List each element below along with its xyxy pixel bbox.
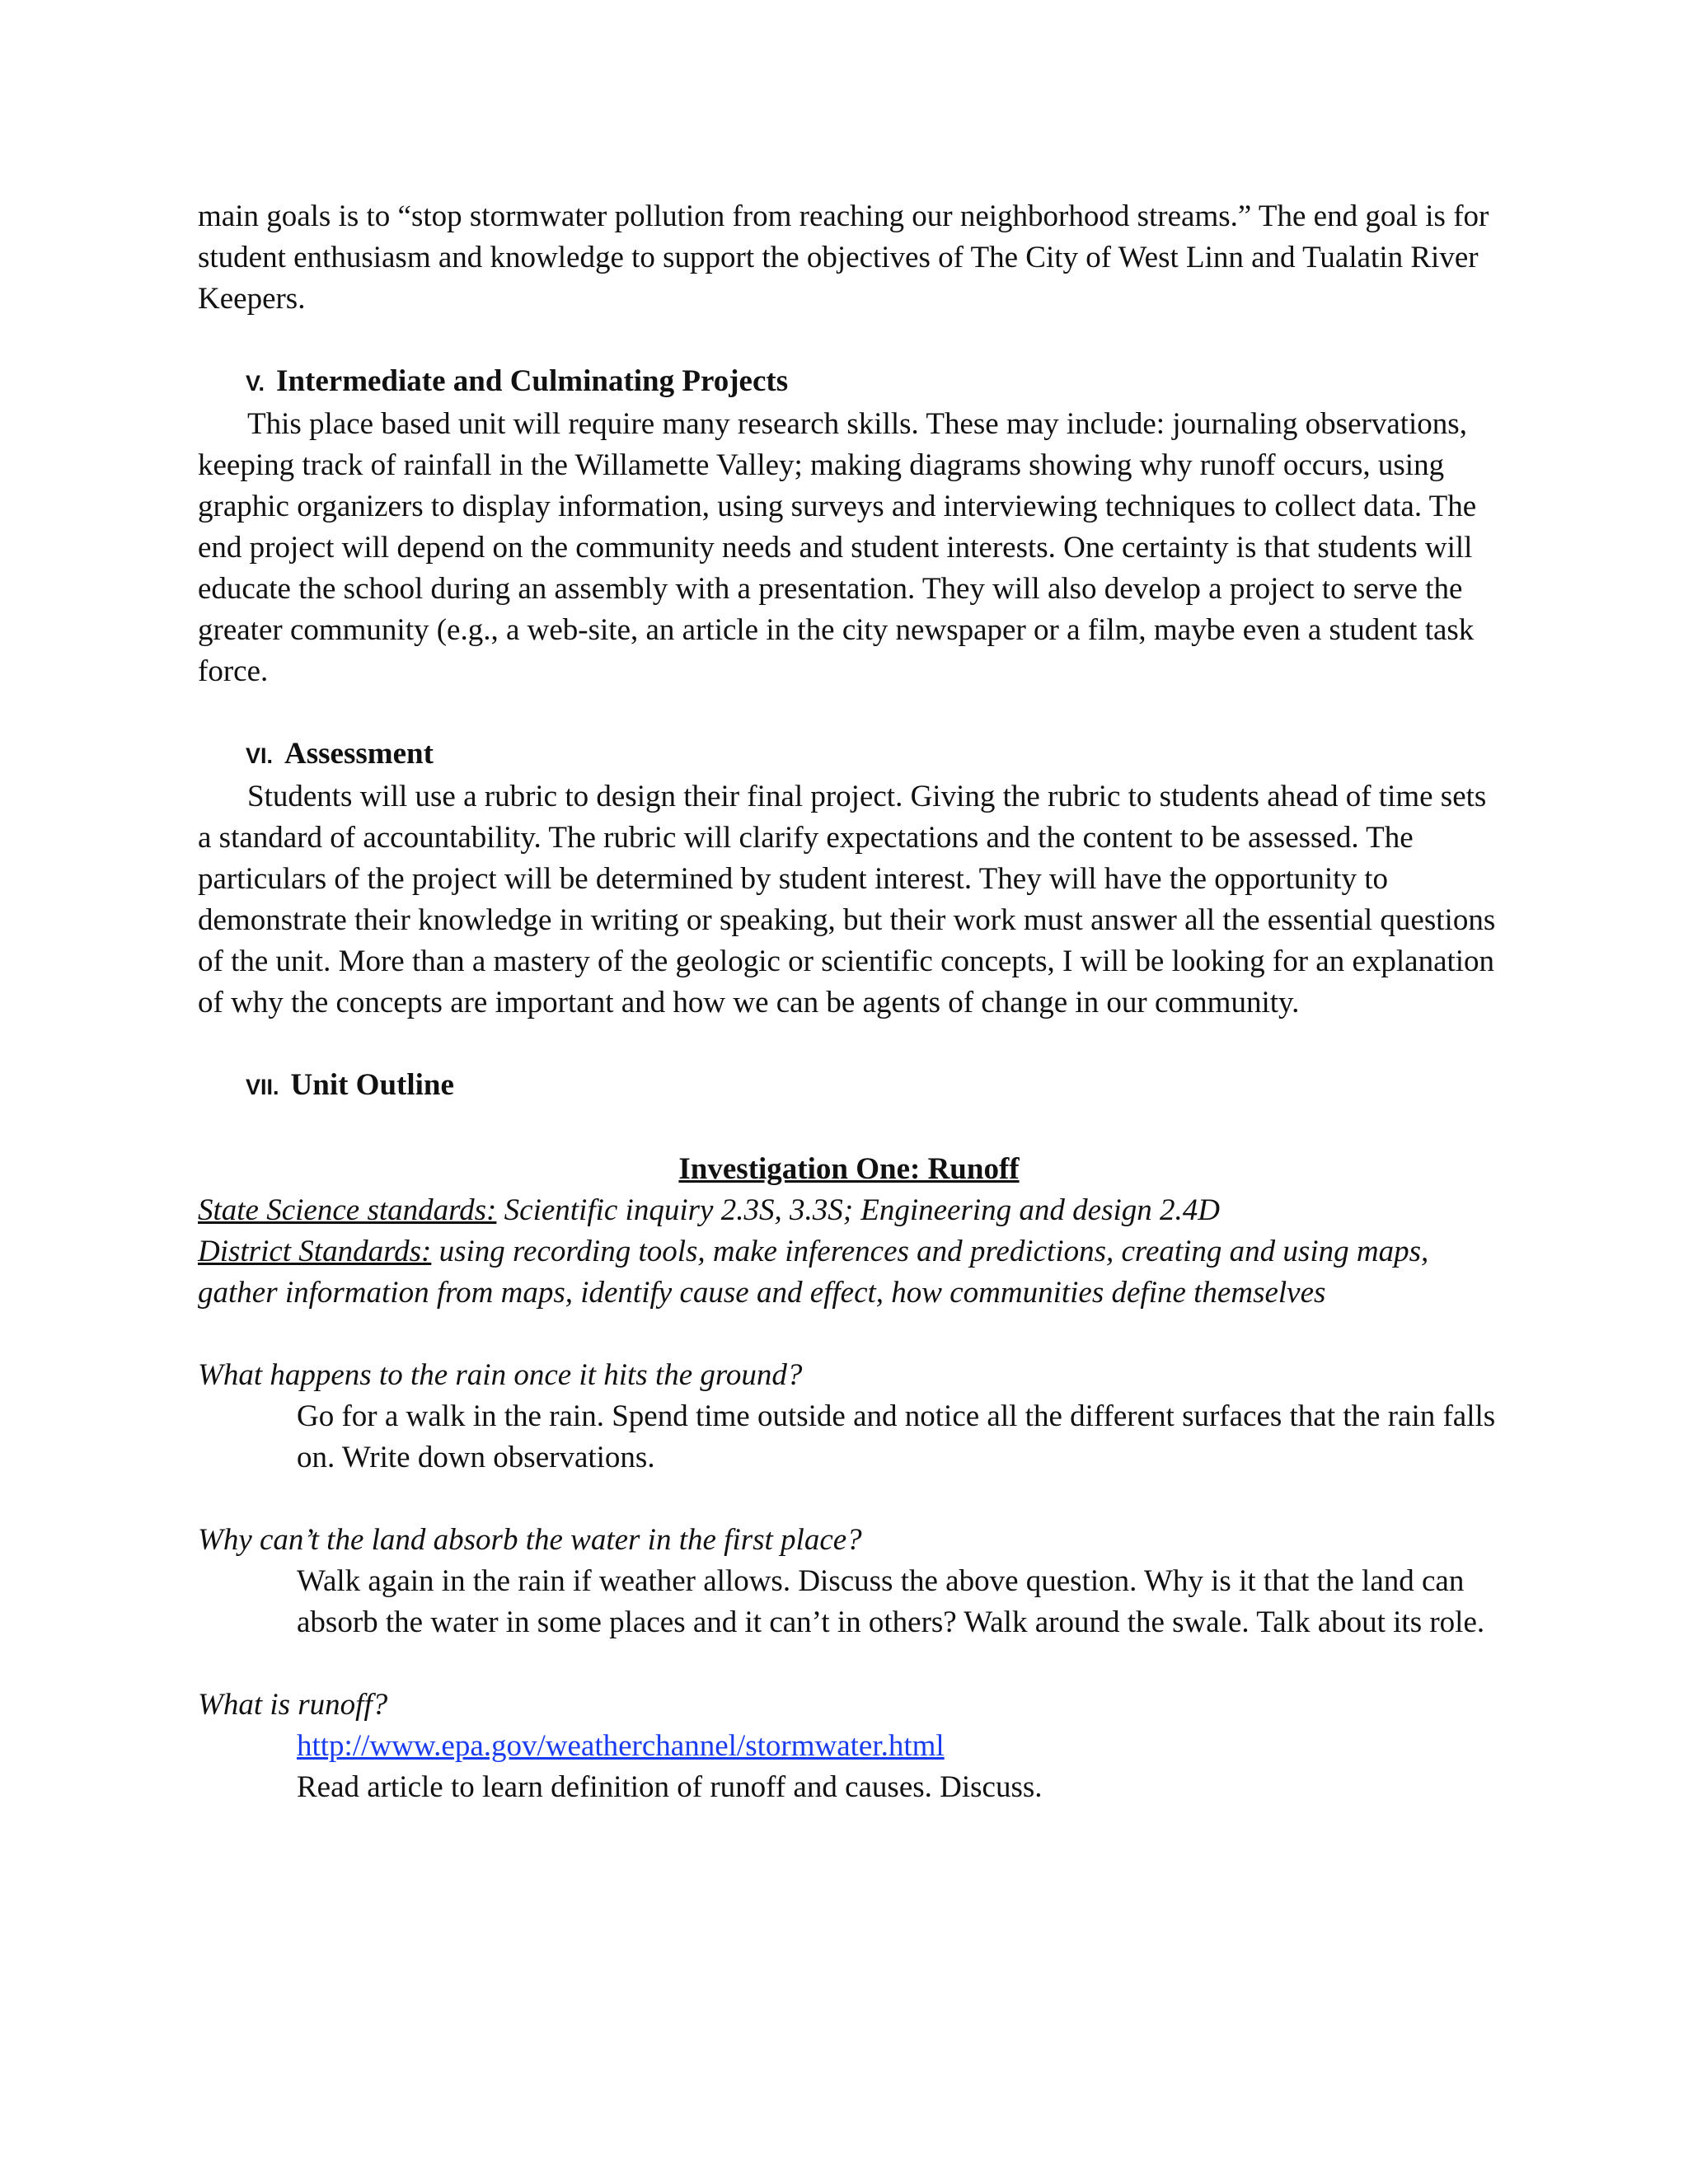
question-activity: Walk again in the rain if weather allows. Discuss the above question. Why is it that the land can absorb the water in some places and it can’t in others? Walk around the swale. Talk about its role. <box>297 1564 1485 1639</box>
spacer <box>198 1108 1500 1149</box>
question-heading: Why can’t the land absorb the water in the first place? <box>198 1523 862 1557</box>
section-heading-assessment <box>198 733 1500 776</box>
section-title: Assessment <box>284 737 434 771</box>
spacer <box>198 320 1500 361</box>
section-title: Unit Outline <box>290 1068 454 1102</box>
question-activity: Read article to learn definition of runoff and causes. Discuss. <box>297 1770 1043 1804</box>
investigation-title: Investigation One: Runoff <box>678 1152 1020 1186</box>
state-standards-text: Scientific inquiry 2.3S, 3.3S; Engineering and design 2.4D <box>496 1193 1220 1227</box>
spacer <box>198 1024 1500 1065</box>
district-standards-label: District Standards: <box>198 1235 432 1268</box>
section-number: VII. <box>246 1075 279 1099</box>
spacer <box>198 1643 1500 1685</box>
section-heading-unit-outline <box>198 1065 1500 1108</box>
question-heading: What happens to the rain once it hits the ground? <box>198 1358 803 1392</box>
projects-paragraph: This place based unit will require many research skills. These may include: journaling observations, keeping track of rainfall in the Willamette Valley; making diagrams showing why runoff occurs, using graphic organizers to display information, using surveys and interviewing techniques to collect data. The end project will depend on the community needs and student interests. One certainty is that students will educate the school during an assembly with a presentation. They will also develop a project to serve the greater community (e.g., a web-site, an article in the city newspaper or a film, maybe even a student task force. <box>198 407 1477 688</box>
document-page <box>198 196 1500 1808</box>
intro-paragraph: main goals is to “stop stormwater pollution from reaching our neighborhood streams.” The end goal is for student enthusiasm and knowledge to support the objectives of The City of West Linn and Tualatin River Keepers. <box>198 199 1489 316</box>
district-standards-text: using recording tools, make inferences and predictions, creating and using maps, gather information from maps, identify cause and effect, how communities define themselves <box>198 1235 1429 1310</box>
epa-stormwater-link[interactable]: http://www.epa.gov/weatherchannel/stormwater.html <box>297 1729 945 1763</box>
question-activity: Go for a walk in the rain. Spend time outside and notice all the different surfaces that the rain falls on. Write down observations. <box>297 1399 1496 1474</box>
assessment-paragraph: Students will use a rubric to design their final project. Giving the rubric to students ahead of time sets a standard of accountability. The rubric will clarify expectations and the content to be assessed. The particulars of the project will be determined by student interest. They will have the opportunity to demonstrate their knowledge in writing or speaking, but their work must answer all the essential questions of the unit. More than a mastery of the geologic or scientific concepts, I will be looking for an explanation of why the concepts are important and how we can be agents of change in our community. <box>198 780 1496 1019</box>
section-heading-intermediate-projects <box>198 361 1500 404</box>
link-line <box>198 1726 1500 1767</box>
section-title: Intermediate and Culminating Projects <box>276 364 789 398</box>
state-standards-line <box>198 1190 1500 1231</box>
state-standards-label: State Science standards: <box>198 1193 497 1227</box>
section-number: VI. <box>246 743 274 768</box>
spacer <box>198 692 1500 733</box>
spacer <box>198 1479 1500 1520</box>
question-heading: What is runoff? <box>198 1688 388 1722</box>
section-number: V. <box>246 371 265 396</box>
district-standards-line <box>198 1231 1500 1314</box>
spacer <box>198 1314 1500 1355</box>
